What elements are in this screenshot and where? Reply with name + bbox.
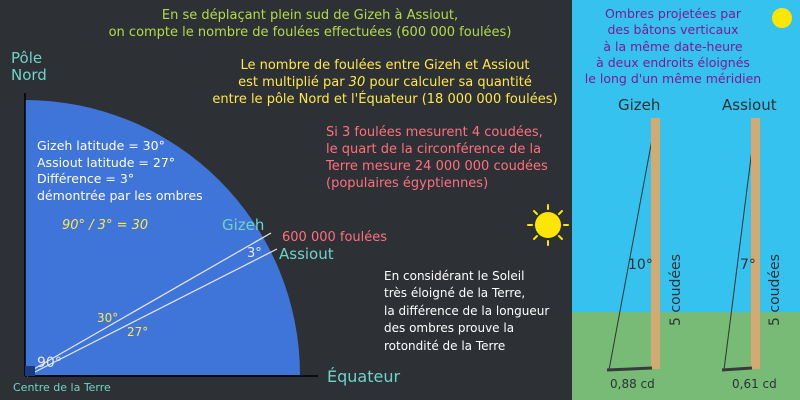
sun-line-2: très éloigné de la Terre, — [384, 286, 526, 301]
multiply-line-2a: est multiplié par — [238, 74, 349, 90]
sun-line-1: En considérant le Soleil — [384, 269, 525, 283]
gizeh-shadow — [607, 368, 652, 370]
panel-title-line-4: à deux endroits éloignés — [596, 54, 750, 70]
ratio-formula: 90° / 3° = 30 — [62, 218, 149, 233]
gizeh-stick — [651, 118, 660, 369]
multiply-text — [200, 58, 570, 109]
multiply-factor: 30 — [348, 74, 366, 90]
multiply-line-2 — [200, 75, 570, 92]
sun-explanation-text — [384, 268, 549, 355]
sun-icon — [528, 205, 568, 245]
assiout-stick — [751, 118, 760, 369]
multiply-line-2c: pour calculer sa quantité — [365, 74, 532, 90]
shadow-proof: démontrée par les ombres — [37, 187, 203, 203]
north-pole-label — [11, 50, 47, 85]
earth-center-label: Centre de la Terre — [13, 381, 111, 394]
assiout-shadow-angle: 7° — [740, 257, 756, 273]
sun-line-3: la différence de la longueur — [384, 303, 550, 318]
panel-title-line-1: Ombres projetées par — [604, 6, 742, 21]
assiout-shadow — [722, 368, 752, 370]
intro-text — [90, 8, 530, 42]
gizeh-shadow-length: 0,88 cd — [610, 377, 655, 391]
shadows-panel-title — [573, 6, 773, 87]
north-pole-line-1: Pôle — [11, 49, 43, 67]
panel-sun-icon — [772, 8, 792, 28]
strides-label: 600 000 foulées — [282, 230, 388, 245]
coudee-line-1: Si 3 foulées mesurent 4 coudées, — [326, 125, 543, 140]
assiout-shadow-length: 0,61 cd — [732, 377, 777, 391]
angle-90-label: 90° — [37, 355, 62, 371]
intro-line-1: En se déplaçant plein sud de Gizeh à Assiout, — [161, 8, 459, 23]
equator-label: Équateur — [327, 367, 401, 386]
gizeh-stick-height: 5 coudées — [668, 254, 684, 326]
sun-line-5: rotondité de la Terre — [384, 338, 506, 353]
coudee-line-3: Terre mesure 24 000 000 coudées — [326, 158, 548, 174]
gizeh-latitude: Gizeh latitude = 30° — [37, 138, 165, 153]
north-pole-line-2: Nord — [11, 66, 47, 85]
multiply-line-1: Le nombre de foulées entre Gizeh et Assiout — [240, 58, 530, 73]
angle-27-label: 27° — [127, 325, 149, 339]
panel-title-line-2: des bâtons verticaux — [607, 22, 739, 38]
latitude-difference: Différence = 3° — [37, 171, 135, 186]
coudee-text — [326, 125, 548, 193]
assiout-label: Assiout — [279, 245, 334, 263]
gizeh-label: Gizeh — [222, 216, 265, 234]
three-degree-label: 3° — [247, 246, 262, 261]
intro-line-2: on compte le nombre de foulées effectuées (600 000 foulées) — [108, 24, 512, 40]
gizeh-shadow-angle: 10° — [628, 257, 653, 273]
gizeh-stick-city: Gizeh — [618, 96, 661, 114]
multiply-line-3: entre le pôle Nord et l'Équateur (18 000 000 foulées) — [212, 91, 558, 107]
assiout-stick-city: Assiout — [722, 96, 777, 114]
angle-30-label: 30° — [97, 311, 119, 325]
panel-title-line-5: le long d'un même méridien — [584, 71, 762, 86]
panel-title-line-3: à la même date-heure — [603, 38, 743, 54]
coudee-line-4: (populaires égyptiennes) — [326, 175, 489, 191]
assiout-latitude: Assiout latitude = 27° — [37, 154, 176, 170]
earth-center-marker — [25, 366, 35, 376]
latitude-info — [37, 138, 203, 204]
assiout-stick-height: 5 coudées — [767, 254, 783, 326]
coudee-line-2: le quart de la circonférence de la — [326, 141, 542, 157]
sun-line-4: des ombres prouve la — [384, 321, 515, 336]
